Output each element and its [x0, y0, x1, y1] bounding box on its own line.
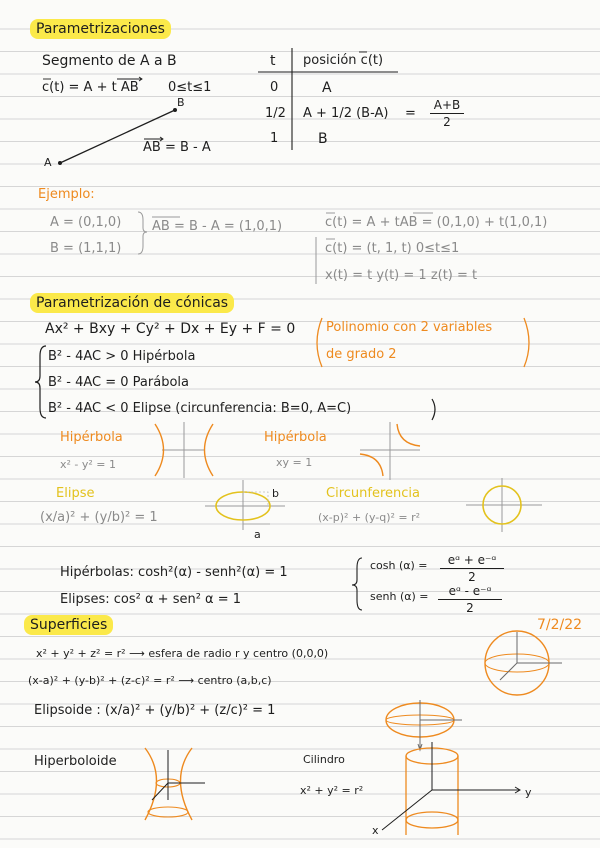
segment-range: 0≤t≤1 [168, 80, 212, 95]
table-cell-eq: = [405, 106, 416, 121]
table-cell-t: 1 [270, 131, 279, 146]
conica-note-1: Polinomio con 2 variables [326, 320, 493, 335]
hyperbola-sketch-2 [360, 422, 420, 480]
hyperbolic-brace [352, 558, 362, 610]
ejemplo-vector: AB = B - A = (1,0,1) [152, 219, 283, 234]
elipsoide-eq: Elipsoide : (x/a)² + (y/b)² + (z/c)² = 1 [34, 703, 276, 718]
hiperbola-eq-2: xy = 1 [276, 456, 313, 469]
cosh-lhs: cosh (α) = [370, 559, 428, 572]
table-cell-pos: A [322, 80, 332, 96]
elipse-axis-a: a [254, 528, 261, 541]
hiperbola-label-1: Hipérbola [60, 430, 123, 445]
ejemplo-brackets [138, 212, 433, 284]
elipse-axis-b: b [272, 487, 279, 500]
cilindro-label: Cilindro [303, 753, 345, 766]
conica-case-2: B² - 4AC = 0 Parábola [48, 375, 189, 390]
ejemplo-point-a: A = (0,1,0) [50, 215, 122, 230]
hyperboloid-sketch [145, 748, 205, 820]
section-title-superficies: Superficies [24, 618, 113, 632]
table-lines [258, 48, 398, 150]
cosh-fraction: eᵅ + e⁻ᵅ 2 [440, 554, 504, 583]
sphere-sketch [485, 631, 562, 695]
point-a-label: A [44, 156, 52, 169]
segment-title: Segmento de A a B [42, 53, 177, 69]
hyperbola-sketch-1 [155, 422, 213, 478]
table-fraction: A+B 2 [430, 99, 464, 128]
table-cell-pos: A + 1/2 (B-A) [303, 106, 389, 121]
conica-general: Ax² + Bxy + Cy² + Dx + Ey + F = 0 [45, 321, 296, 337]
esfera-eq-2: (x-a)² + (y-b)² + (z-c)² = r² ⟶ centro (a,b,c) [28, 674, 272, 687]
table-cell-pos: B [318, 131, 328, 147]
table-cell-t: 1/2 [265, 106, 286, 121]
ellipsoid-sketch [386, 700, 462, 750]
segment-vector: AB = B - A [143, 140, 211, 155]
section-title-param: Parametrizaciones [30, 22, 171, 36]
circunferencia-eq: (x-p)² + (y-q)² = r² [318, 511, 421, 524]
ejemplo-point-b: B = (1,1,1) [50, 241, 122, 256]
conica-case-3: B² - 4AC < 0 Elipse (circunferencia: B=0, A=C) [48, 401, 352, 416]
vector-arrows [117, 77, 163, 141]
hiperbolas-identity: Hipérbolas: cosh²(α) - senh²(α) = 1 [60, 565, 288, 580]
ejemplo-c1: c(t) = A + tAB = (0,1,0) + t(1,0,1) [325, 215, 548, 230]
elipse-label: Elipse [56, 486, 95, 501]
section-title-conicas: Parametrización de cónicas [30, 296, 234, 310]
ejemplo-c2: c(t) = (t, 1, t) 0≤t≤1 [325, 241, 460, 256]
esfera-eq: x² + y² + z² = r² ⟶ esfera de radio r y centro (0,0,0) [36, 647, 329, 660]
axis-x-label: x [372, 824, 379, 837]
hiperbola-label-2: Hipérbola [264, 430, 327, 445]
hiperbola-eq-1: x² - y² = 1 [60, 458, 117, 471]
date: 7/2/22 [537, 617, 583, 633]
conica-note-2: de grado 2 [326, 347, 397, 362]
ellipse-sketch [205, 480, 285, 530]
senh-lhs: senh (α) = [370, 590, 429, 603]
senh-fraction: eᵅ - e⁻ᵅ 2 [438, 585, 502, 614]
segment-formula: c(t) = A + t AB [42, 80, 139, 95]
circunferencia-label: Circunferencia [326, 486, 420, 501]
conica-note-brackets [317, 318, 529, 367]
cylinder-sketch [382, 742, 520, 835]
ejemplo-title: Ejemplo: [38, 187, 95, 202]
table-cell-t: 0 [270, 80, 279, 95]
cilindro-eq: x² + y² = r² [300, 784, 364, 797]
hiperboloide-label: Hiperboloide [34, 754, 117, 769]
paren-close [432, 399, 435, 420]
cases-brace [35, 346, 46, 418]
axis-y-label: y [525, 786, 532, 799]
segment-sketch [58, 108, 177, 165]
point-b-label: B [177, 96, 185, 109]
circle-sketch [466, 478, 542, 532]
conica-case-1: B² - 4AC > 0 Hipérbola [48, 349, 196, 364]
elipse-eq: (x/a)² + (y/b)² = 1 [40, 510, 158, 525]
elipses-identity: Elipses: cos² α + sen² α = 1 [60, 592, 242, 607]
ejemplo-c3: x(t) = t y(t) = 1 z(t) = t [325, 268, 478, 283]
table-header-pos: posición c(t) [303, 53, 384, 68]
c-bars [43, 52, 367, 79]
table-header-t: t [270, 53, 276, 69]
